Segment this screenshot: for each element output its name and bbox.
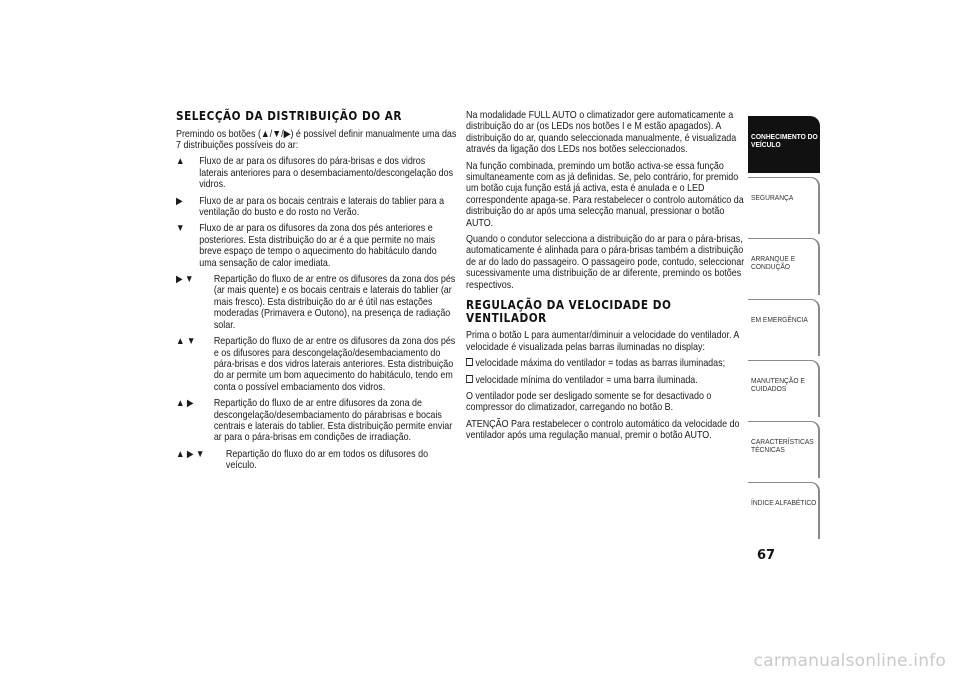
paragraph-full-auto: Na modalidade FULL AUTO o climatizador gere automaticamente a distribuição do ar (os LEDs nos botões I e M estão apagados). A distribuição do ar, quando seleccionada manualmente, é visualizada através da ligação dos LEDs nos botões seleccionados. [466,110,737,156]
paragraph-fan-button: Prima o botão L para aumentar/diminuir a velocidade do ventilador. A velocidade é visualizada pelas barras iluminadas no display: [466,330,739,353]
checkbox-bullet-icon [466,358,473,366]
paragraph-driver-selection: Quando o condutor selecciona a distribuição do ar para o pára-brisas, automaticamente é alinhada para o pára-brisas também a distribuição de ar do lado do passageiro. O passageiro pode, contudo, seleccionar sucessivamente uma distribuição de ar diferente, premindo os botões respectivos. [466,234,745,291]
arrow-up-down-icon: ▲ ▼ [176,336,196,348]
intro-paragraph: Premindo os botões (▲/▼/▶) é possível definir manualmente uma das 7 distribuições possíveis do ar: [176,128,457,151]
paragraph-attention: ATENÇÃO Para restabelecer o controlo automático da velocidade do ventilador após uma regulação manual, premir o botão AUTO. [466,418,740,442]
arrow-up-right-icon: ▲ ▶ [176,398,194,410]
tab-conhecimento-do-veiculo[interactable]: CONHECIMENTO DO VEÍCULO [748,116,820,173]
list-item-text: Repartição do fluxo de ar entre os difusores da zona dos pés (ar mais quente) e os bocais centrais e laterais do tablier (ar mais fresco). Esta distribuição do ar é útil nas estações moderadas (Primavera e Outono), na presença de radiação solar. [213,274,456,331]
paragraph-combined-function: Na função combinada, premindo um botão activa-se essa função simultaneamente com as já definidas. Se, pelo contrário, for premido um botão cuja função está já activa, esta é anulada e o LED correspondente apaga-se. Para restabelecer o controlo automático da distribuição do ar após uma selecção manual, pressionar o botão AUTO. [466,160,744,229]
arrow-up-icon: ▲ [176,156,185,168]
tab-em-emergencia[interactable]: EM EMERGÊNCIA [748,299,820,356]
arrow-down-icon: ▼ [176,223,185,235]
page-number: 67 [757,548,776,563]
arrow-right-down-icon: ▶ ▼ [176,274,194,286]
list-item [176,223,456,269]
paragraph-fan-off: O ventilador pode ser desligado somente se for desactivado o compressor do climatizador, carregando no botão B. [466,390,712,414]
tab-caracteristicas-tecnicas[interactable]: CARACTERÍSTICAS TÉCNICAS [748,421,820,478]
list-item [176,196,456,219]
list-item-text: Repartição do fluxo de ar entre difusores da zona de descongelação/desembaciamento do párabrisas e bocais centrais e laterais do tablier. Esta distribuição permite enviar ar para o pára-brisas em condições de irradiação. [213,398,453,444]
list-item-text: Fluxo de ar para os difusores do pára-brisas e dos vidros laterais anteriores para o desembaciamento/descongelação dos vidros. [199,156,454,191]
section-heading-fan-speed: REGULAÇÃO DA VELOCIDADE DO VENTILADOR [466,298,672,325]
list-item-text: Repartição do fluxo de ar entre os difusores da zona dos pés e os difusores para descongelação/desembaciamento do pára-brisas e dos vidros laterais anteriores. Esta distribuição do ar permite um bom aquecimento do habitáculo, tendo em conta o possível embaciamento dos vidros. [213,336,456,393]
watermark: carmanualsonline.info [753,651,946,671]
list-item [176,274,456,331]
chapter-tabs [748,116,820,543]
tab-indice-alfabetico[interactable]: ÍNDICE ALFABÉTICO [748,482,820,539]
list-item [176,156,456,190]
arrow-up-right-down-icon: ▲ ▶ ▼ [176,448,205,460]
arrow-right-icon: ▶ [176,195,183,207]
left-column [176,110,456,477]
right-column [466,110,746,447]
tab-seguranca[interactable]: SEGURANÇA [748,177,820,234]
list-item-text: Fluxo de ar para os bocais centrais e laterais do tablier para a ventilação do busto e do rosto no Verão. [199,195,445,219]
section-heading-air-distribution: SELECÇÃO DA DISTRIBUIÇÃO DO AR [176,109,403,123]
tab-manutencao-e-cuidados[interactable]: MANUTENÇÃO E CUIDADOS [748,360,820,417]
tab-arranque-e-conducao[interactable]: ARRANQUE E CONDUÇÃO [748,238,820,295]
bullet-item: velocidade mínima do ventilador = uma barra iluminada. [466,375,746,386]
list-item [176,449,456,472]
list-item-text: Repartição do fluxo do ar em todos os difusores do veículo. [225,448,429,472]
checkbox-bullet-icon [466,375,473,383]
list-item [176,336,456,393]
list-item [176,398,456,444]
list-item-text: Fluxo de ar para os difusores da zona dos pés anteriores e posteriores. Esta distribuição do ar é a que permite no mais breve espaço de tempo o aquecimento do habitáculo dando uma sensação de calor imediata. [199,223,437,269]
bullet-item: velocidade máxima do ventilador = todas as barras iluminadas; [466,358,746,369]
